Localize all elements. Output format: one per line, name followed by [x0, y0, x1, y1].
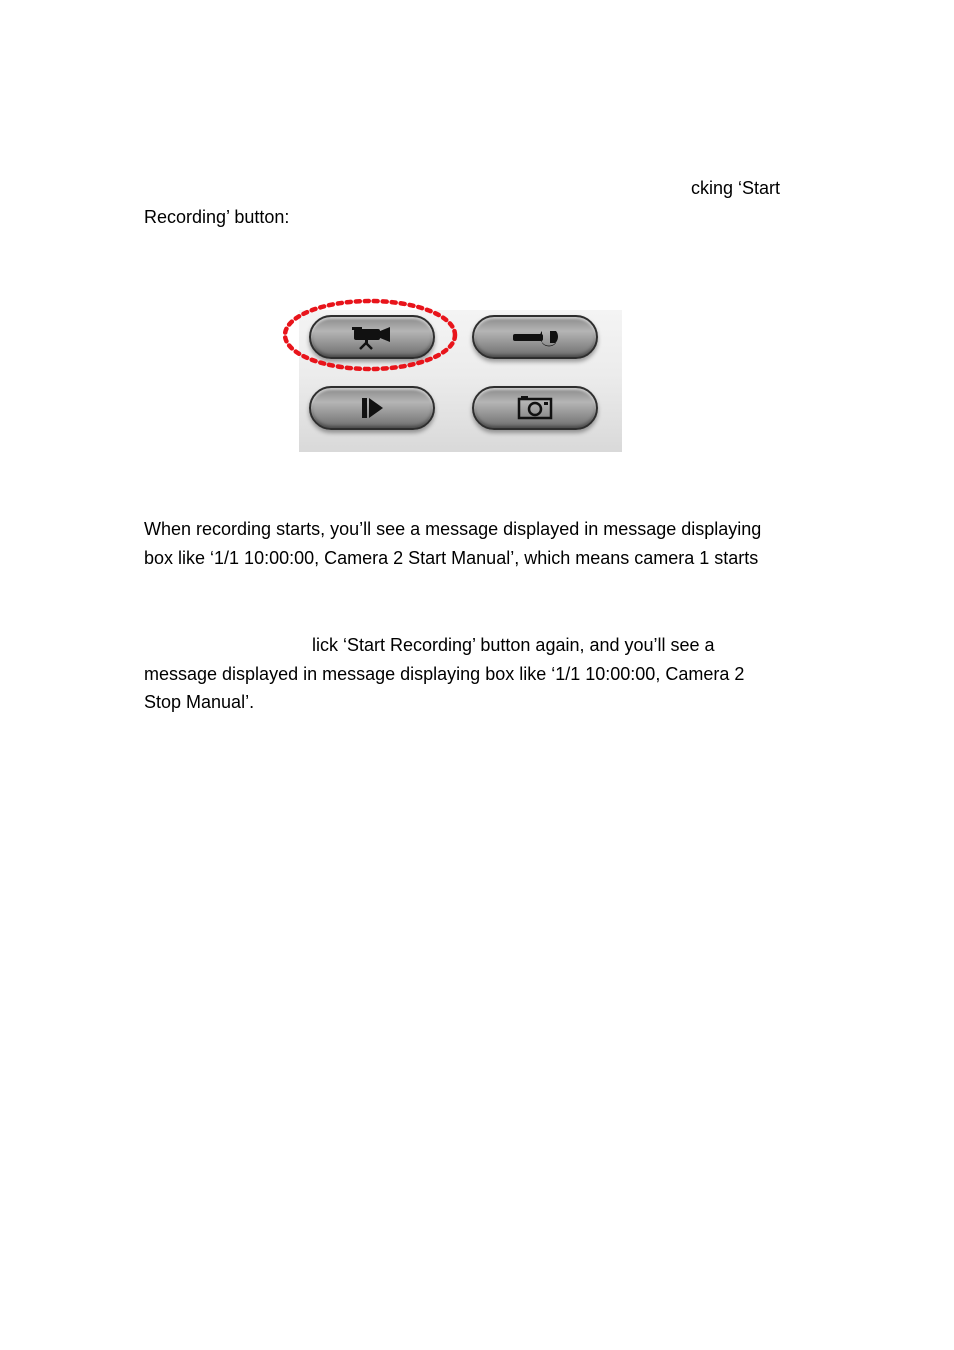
- snapshot-button[interactable]: [472, 386, 598, 430]
- paragraph3-line2: message displayed in message displaying box like ‘1/1 10:00:00, Camera 2: [144, 664, 745, 684]
- playback-button[interactable]: [309, 386, 435, 430]
- wrench-icon: [510, 325, 560, 349]
- play-icon: [357, 395, 387, 421]
- highlight-ring: [282, 298, 458, 372]
- settings-button[interactable]: [472, 315, 598, 359]
- paragraph2-line2: box like ‘1/1 10:00:00, Camera 2 Start Manual’, which means camera 1 starts: [144, 548, 759, 568]
- paragraph1-line1: cking ‘Start: [691, 178, 781, 198]
- paragraph1-line2: Recording’ button:: [144, 207, 290, 227]
- camera-icon: [515, 395, 555, 421]
- paragraph3-line1: lick ‘Start Recording’ button again, and you’ll see a: [312, 635, 715, 655]
- paragraph3-line3: Stop Manual’.: [144, 692, 255, 712]
- paragraph2-line1: When recording starts, you’ll see a message displayed in message displaying: [144, 519, 762, 539]
